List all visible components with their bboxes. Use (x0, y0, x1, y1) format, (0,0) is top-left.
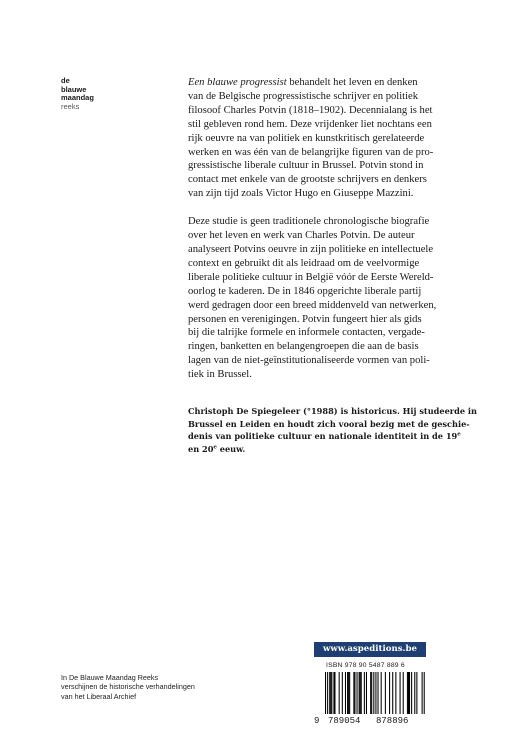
publisher-url: www.aspeditions.be (314, 642, 426, 657)
barcode-bar (366, 672, 367, 715)
barcode-bar (354, 672, 355, 715)
series-logo (61, 77, 94, 111)
blurb-line: ringen, banketten en belangengroepen die aan de basis (188, 341, 419, 353)
blurb-line: oorlog te kaderen. De in 1846 opgerichte liberale partij (188, 285, 422, 297)
blurb (188, 76, 463, 396)
series-logo-line: de (61, 76, 70, 85)
barcode-bar (364, 672, 365, 715)
barcode-bar (370, 672, 371, 715)
series-logo-line: maandag (61, 93, 94, 102)
barcode-bar (416, 672, 417, 715)
barcode-right-group: 878896 (376, 716, 409, 726)
barcode-bar (414, 672, 415, 715)
barcode-bar (357, 672, 358, 715)
barcode-bar (339, 672, 340, 715)
barcode-digits (314, 714, 426, 728)
barcode-bar (345, 672, 346, 715)
blurb-line: lagen van de niet-geïnstitutionaliseerde vormen van poli- (188, 355, 430, 367)
barcode-bar (389, 672, 390, 715)
author-line: Christoph De Spiegeleer (°1988) is historicus. Hij studeerde in (188, 406, 477, 416)
series-note-line: van het Liberaal Archief (61, 691, 137, 701)
blurb-line: Een blauwe progressist behandelt het leven en denken (188, 77, 418, 88)
barcode-bar (353, 672, 354, 715)
barcode-bar (411, 672, 412, 715)
series-logo-sub: reeks (61, 101, 80, 111)
blurb-line: over het leven en werk van Charles Potvin. De auteur (188, 230, 415, 242)
series-logo-line: blauwe (61, 84, 87, 94)
barcode-bar (348, 672, 349, 715)
series-note (61, 673, 195, 701)
blurb-line: werd gedragen door een breed middenveld van netwerken, (188, 299, 437, 311)
barcode-bar (371, 672, 372, 715)
series-note-line: verschijnen de historische verhandelingen (61, 682, 195, 692)
barcode-bar (378, 672, 379, 715)
author-line: en 20e eeuw. (188, 443, 246, 454)
isbn-label: ISBN 978 90 5487 889 6 (326, 662, 405, 669)
barcode-bar (329, 672, 330, 715)
blurb-line: analyseert Potvins oeuvre in zijn politieke en intellectuele (188, 243, 434, 255)
blurb-line: werken en was één van de belangrijke figuren van de pro- (188, 146, 434, 158)
barcode-lead-digit: 9 (314, 716, 320, 726)
blurb-line: liberale politieke cultuur in België vóór de Eerste Wereld- (188, 271, 434, 283)
barcode-bar (407, 672, 408, 715)
barcode-bar (385, 672, 386, 715)
blurb-line: context en gebruikt dit als leidraad om de veelvormige (188, 257, 420, 269)
study-paragraph (188, 215, 463, 382)
blurb-line: Deze studie is geen traditionele chronologische biografie (188, 216, 430, 228)
intro-paragraph (188, 76, 463, 201)
barcode-bar (409, 672, 410, 715)
barcode-bar (342, 672, 343, 715)
blurb-line: contact met enkele van de grootste schrijvers en denkers (188, 174, 427, 186)
barcode-bar (400, 672, 401, 715)
barcode-bar (331, 672, 332, 715)
series-note-line: In De Blauwe Maandag Reeks (61, 673, 159, 682)
book-title: Een blauwe progressist (188, 77, 287, 88)
barcode-bar (360, 672, 361, 715)
barcode-bar (408, 672, 409, 715)
barcode-bar (403, 672, 404, 715)
blurb-line: van zijn tijd zoals Victor Hugo en Giuseppe Mazzini. (188, 188, 414, 200)
barcode-bar (395, 672, 396, 715)
blurb-line: rijk oeuvre na van politiek en kunstkritisch gerelateerde (188, 132, 425, 144)
author-line: denis van politieke cultuur en nationale identiteit in de 19e (188, 431, 461, 442)
blurb-line: filosoof Charles Potvin (1818–1902). Decennialang is het (188, 104, 433, 116)
blurb-line: van de Belgische progressistische schrijver en politiek (188, 90, 419, 102)
barcode-bar (333, 672, 334, 715)
barcode-bar (381, 672, 382, 715)
barcode-bar (334, 672, 335, 715)
barcode-bar (330, 672, 331, 715)
barcode-bar (361, 672, 362, 715)
blurb-line: tiek in Brussel. (188, 369, 252, 381)
blurb-line: personen en verenigingen. Potvin fungeert hier als gids (188, 313, 422, 325)
barcode-bar (347, 672, 348, 715)
blurb-line: gressistische liberale cultuur in Brussel. Potvin stond in (188, 160, 424, 172)
blurb-line: stil gebleven rond hem. Deze vrijdenker liet nochtans een (188, 118, 432, 130)
author-line: Brussel en Leiden en houdt zich vooral bezig met de geschie- (188, 418, 470, 429)
barcode-bar (392, 672, 393, 715)
barcode-left-group: 789054 (328, 716, 361, 726)
barcode-bar (359, 672, 360, 715)
author-bio (188, 405, 477, 455)
barcode-bar (349, 672, 350, 715)
blurb-line: bij die talrijke formele en informele contacten, vergade- (188, 327, 425, 339)
